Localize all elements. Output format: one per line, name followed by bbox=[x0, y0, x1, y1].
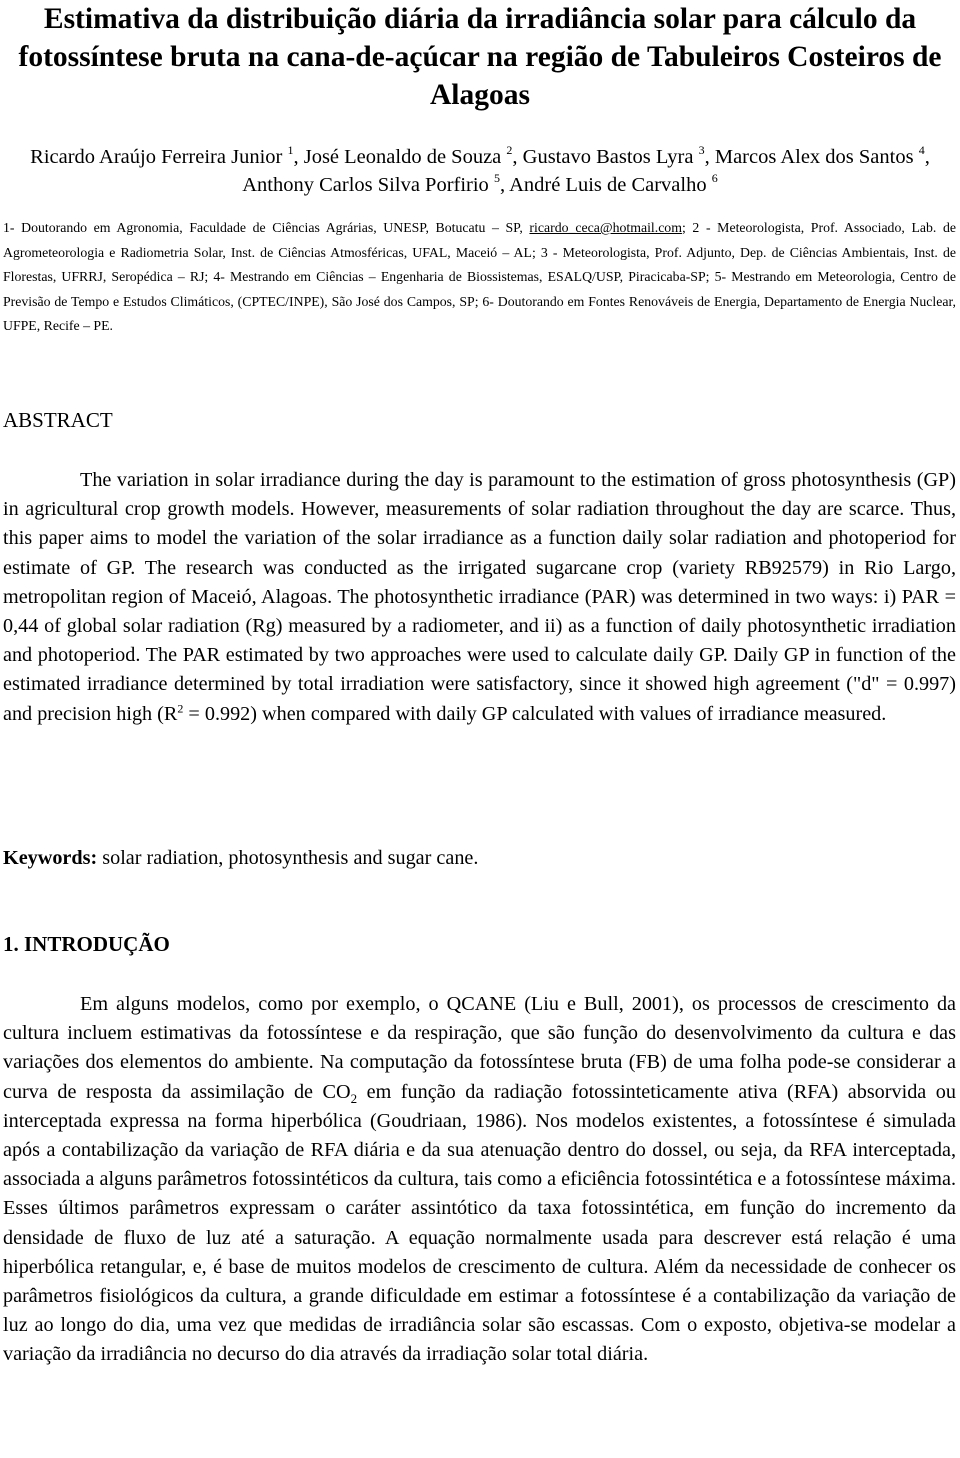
keywords-text: solar radiation, photosynthesis and sugar cane. bbox=[97, 847, 479, 869]
author-affiliation-mark: 4 bbox=[918, 143, 925, 158]
subscript: 2 bbox=[350, 1090, 358, 1106]
abstract-text-part: The variation in solar irradiance during the day is paramount to the estimation of gross photosynthesis (GP) in agricultural crop growth models. However, measurements of solar radiation throughout the day are scarce. Thus, this paper aims to model the variation of the solar irradiance as a function daily solar radiation and photoperiod for estimate of GP. The research was conducted as the irrigated sugarcane crop (variety RB92579) in Rio Largo, metropolitan region of Maceió, Alagoas. The photosynthetic irradiance (PAR) was determined in two ways: i) PAR = 0,44 of global solar radiation (Rg) measured by a radiometer, and ii) as a function of daily photosynthetic irradiation and photoperiod. The PAR estimated by two approaches were used to calculate daily GP. Daily GP in function of the estimated irradiance determined by total irradiation were satisfactory, since it showed high agreement ("d" = 0.997) and precision high (R bbox=[3, 469, 956, 725]
author-affiliation-mark: 5 bbox=[493, 171, 500, 186]
abstract-text bbox=[3, 466, 956, 729]
abstract-heading: ABSTRACT bbox=[3, 408, 113, 432]
author-email-link[interactable]: ricardo_ceca@hotmail.com bbox=[529, 220, 682, 235]
author-affiliation-mark: 2 bbox=[506, 143, 513, 158]
author-name: Anthony Carlos Silva Porfirio bbox=[242, 174, 489, 196]
author-name: Ricardo Araújo Ferreira Junior bbox=[30, 146, 283, 168]
introduction-heading: 1. INTRODUÇÃO bbox=[3, 932, 170, 956]
abstract-text-part: = 0.992) when compared with daily GP calculated with values of irradiance measured. bbox=[183, 702, 887, 725]
author-list: Ricardo Araújo Ferreira Junior $^1$, José Leonaldo de Souza $^2$, Gustavo Bastos Lyra $^3$, Marcos Alex dos Santos $^4$, Anthony Carlos Silva Porfirio $^5$, André Luis de Carvalho $^6$ bbox=[30, 143, 930, 196]
author-name: André Luis de Carvalho bbox=[509, 174, 707, 196]
introduction-text-part: em função da radiação fotossinteticamente ativa (RFA) absorvida ou interceptada expressa na forma hiperbólica (Goudriaan, 1986). Nos modelos existentes, a fotossíntese é simulada após a contabilização da variação de RFA diária e da sua atenuação dentro do dossel, ou seja, da RFA interceptada, associada a alguns parâmetros fotossintéticos da cultura, tais como a eficiência fotossintética e a fotossíntese máxima. Esses últimos parâmetros expressam o caráter assintótico da taxa fotossintética, em função do incremento da densidade de fluxo de luz até a saturação. A equação normalmente usada para descrever está relação é uma hiperbólica retangular, e, é base de muitos modelos de crescimento de cultura. Além da necessidade de conhecer os parâmetros fisiológicos da cultura, a grande dificuldade em estimar a fotossíntese é a contabilização da variação de luz ao longo do dia, uma vez que medidas de irradiância solar são escassas. Com o exposto, objetiva-se modelar a variação da irradiância no decurso do dia através da irradiação solar total diária. bbox=[3, 1080, 956, 1366]
affiliations-text: 1- Doutorando em Agronomia, Faculdade de Ciências Agrárias, UNESP, Botucatu – SP, bbox=[3, 220, 530, 235]
paper-title: Estimativa da distribuição diária da irradiância solar para cálculo da fotossíntese bruta na cana-de-açúcar na região de Tabuleiros Costeiros de Alagoas bbox=[18, 3, 942, 111]
affiliations bbox=[3, 216, 956, 339]
author-affiliation-mark: 1 bbox=[287, 143, 294, 158]
author-affiliation-mark: 3 bbox=[698, 143, 705, 158]
author-name: José Leonaldo de Souza bbox=[303, 146, 502, 168]
introduction-text bbox=[3, 990, 956, 1370]
author-name: Gustavo Bastos Lyra bbox=[522, 146, 694, 168]
keywords-label: Keywords: bbox=[3, 847, 98, 869]
superscript: 2 bbox=[177, 700, 184, 715]
author-affiliation-mark: 6 bbox=[711, 171, 718, 186]
affiliations-text: ; 2 - Meteorologista, Prof. Associado, Lab. de Agrometeorologia e Radiometria Solar, Inst. de Ciências Atmosféricas, UFAL, Maceió – AL; 3 - Meteorologista, Prof. Adjunto, Dep. de Ciências Ambientais, Inst. de Florestas, UFRRJ, Seropédica – RJ; 4- Mestrando em Ciências – Engenharia de Biossistemas, ESALQ/USP, Piracicaba-SP; 5- Mestrando em Meteorologia, Centro de Previsão de Tempo e Estudos Climáticos, (CPTEC/INPE), São José dos Campos, SP; 6- Doutorando em Fontes Renováveis de Energia, Departamento de Energia Nuclear, UFPE, Recife – PE. bbox=[3, 220, 956, 333]
author-name: Marcos Alex dos Santos bbox=[714, 146, 914, 168]
keywords bbox=[3, 844, 956, 873]
introduction-text-part: Em alguns modelos, como por exemplo, o QCANE (Liu e Bull, 2001), os processos de crescimento da cultura incluem estimativas da fotossíntese e da respiração, que são função do desenvolvimento da cultura e das variações dos elementos do ambiente. Na computação da fotossíntese bruta (FB) de uma folha pode-se considerar a curva de resposta da assimilação de CO bbox=[3, 993, 956, 1103]
